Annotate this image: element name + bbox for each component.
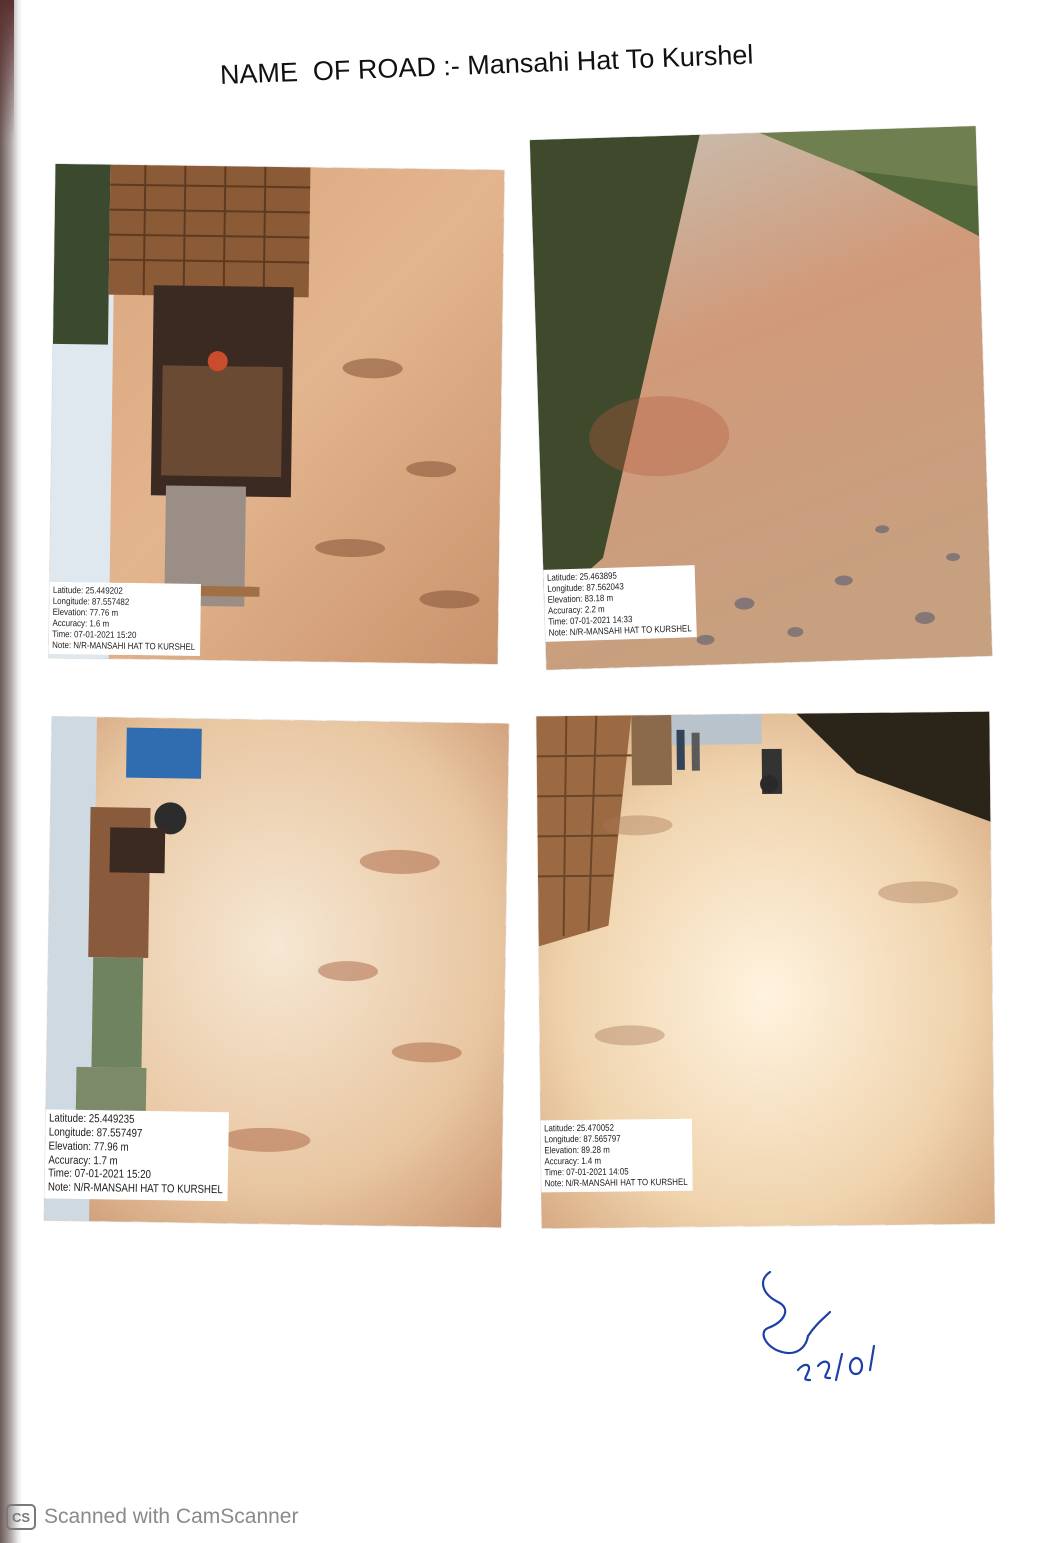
longitude-text: Longitude: 87.557497 — [48, 1126, 143, 1140]
time-text: Time: 07-01-2021 14:33 — [548, 614, 633, 627]
elevation-text: Elevation: 89.28 m — [544, 1144, 610, 1156]
elevation-text: Elevation: 83.18 m — [547, 592, 614, 605]
geo-tag-overlay — [49, 582, 202, 656]
site-photo-2 — [530, 126, 992, 670]
longitude-text: Longitude: 87.557482 — [52, 595, 130, 607]
page-edge-shadow — [0, 0, 22, 1543]
time-text: Time: 07-01-2021 15:20 — [52, 628, 137, 641]
latitude-text: Latitude: 25.449202 — [52, 584, 123, 596]
geo-tag-overlay — [543, 565, 697, 642]
note-text: Note: N/R-MANSAHI HAT TO KURSHEL — [548, 623, 692, 638]
site-photo-3 — [44, 716, 509, 1227]
note-text: Note: N/R-MANSAHI HAT TO KURSHEL — [544, 1176, 688, 1189]
accuracy-text: Accuracy: 1.6 m — [52, 617, 110, 629]
latitude-text: Latitude: 25.470052 — [544, 1122, 614, 1134]
site-photo-1 — [49, 164, 505, 664]
latitude-text: Latitude: 25.463895 — [546, 570, 617, 583]
accuracy-text: Accuracy: 2.2 m — [547, 603, 605, 616]
handwritten-signature — [748, 1262, 888, 1392]
note-text: Note: N/R-MANSAHI HAT TO KURSHEL — [47, 1181, 223, 1197]
camscanner-logo-icon: CS — [6, 1504, 36, 1530]
accuracy-text: Accuracy: 1.7 m — [48, 1154, 118, 1168]
time-text: Time: 07-01-2021 14:05 — [544, 1166, 629, 1178]
elevation-text: Elevation: 77.76 m — [52, 606, 119, 618]
site-photo-4 — [536, 712, 994, 1229]
latitude-text: Latitude: 25.449235 — [48, 1112, 135, 1127]
geo-tag-overlay — [541, 1119, 693, 1193]
time-text: Time: 07-01-2021 15:20 — [48, 1167, 151, 1182]
geo-tag-overlay — [44, 1110, 229, 1202]
accuracy-text: Accuracy: 1.4 m — [544, 1155, 602, 1167]
road-name-title: NAME OF ROAD :- Mansahi Hat To Kurshel — [219, 39, 754, 90]
scanner-footer-text: Scanned with CamScanner — [44, 1505, 299, 1528]
longitude-text: Longitude: 87.562043 — [547, 581, 624, 594]
longitude-text: Longitude: 87.565797 — [544, 1133, 621, 1145]
elevation-text: Elevation: 77.96 m — [48, 1140, 129, 1154]
note-text: Note: N/R-MANSAHI HAT TO KURSHEL — [52, 639, 196, 652]
scanner-footer — [6, 1503, 298, 1531]
